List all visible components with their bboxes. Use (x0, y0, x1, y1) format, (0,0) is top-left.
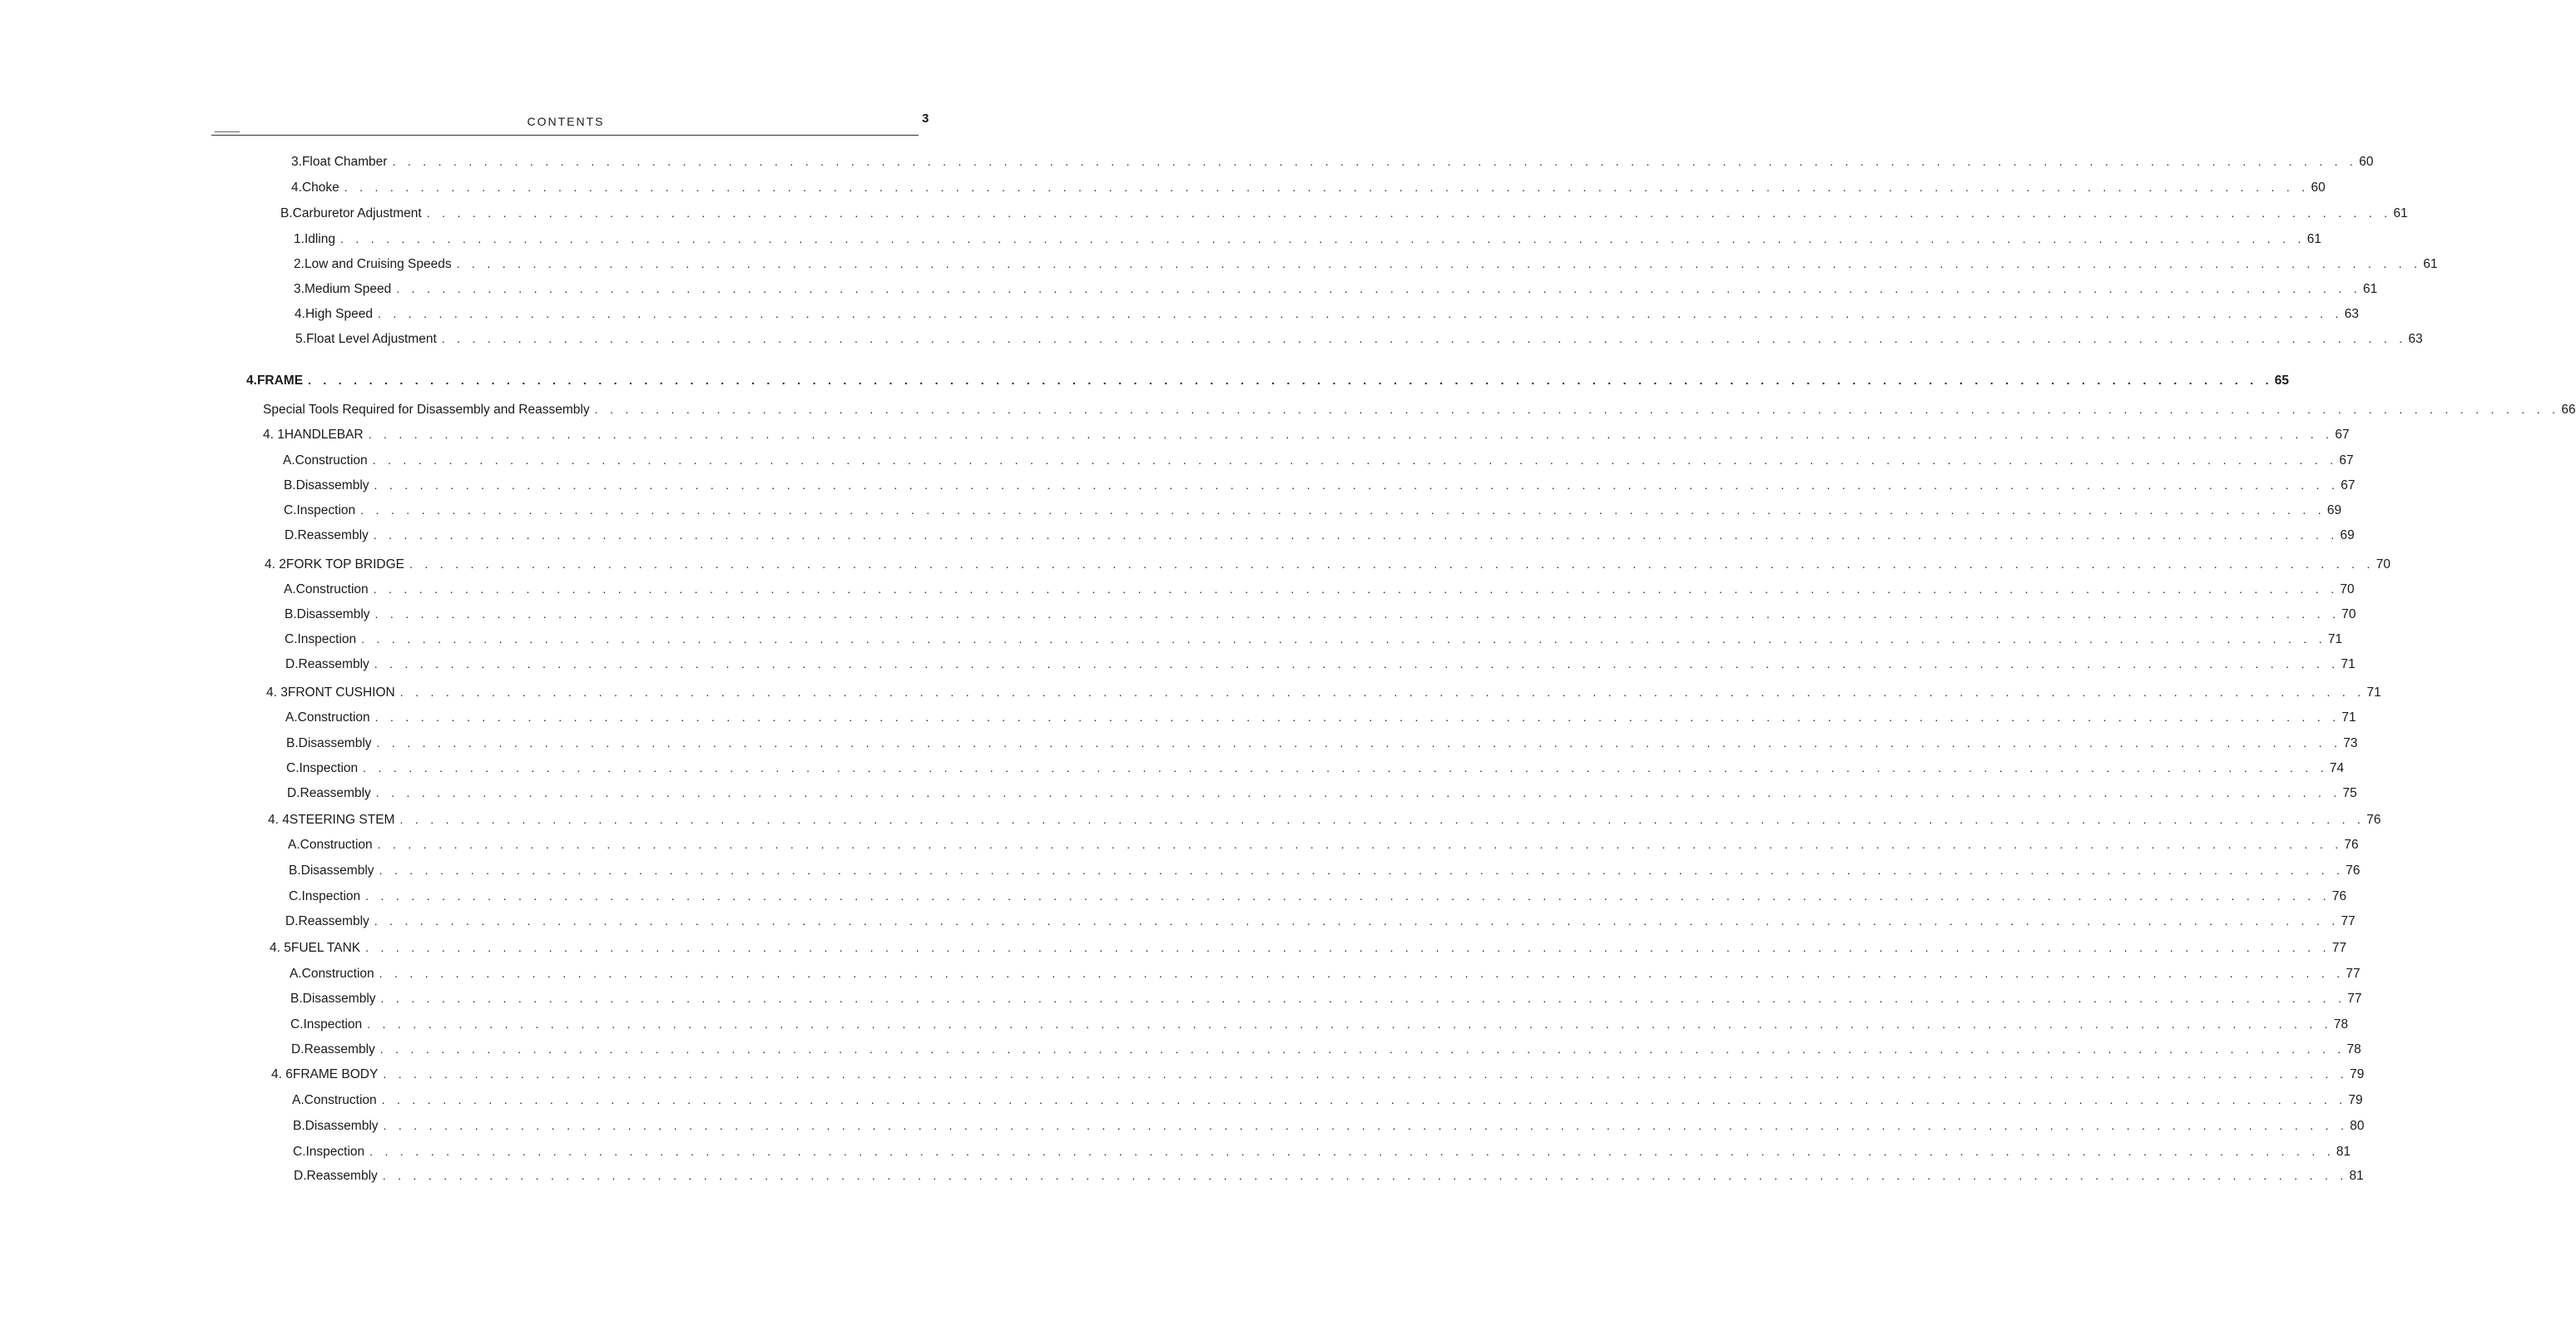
toc-entry-number: A. (284, 582, 296, 596)
toc-entry-title: Disassembly (298, 736, 372, 750)
toc-entry (295, 329, 2423, 348)
toc-entry-page: 70 (2341, 607, 2356, 621)
dot-leader: . . . . . . . . . . . . . . . . . . . . . . . . . . . . . . . . . . . . . . . . . . . . . . . . . . . . . . . . . . . . . . . . . . . . . . . . . . . . . . . . . . . . . . . . . . . . . . . . . . . . . . . . . . . . . . . . . . . . . . . . . . . . . . . . . (374, 710, 2341, 724)
toc-entry-page: 74 (2329, 761, 2345, 775)
toc-entry-page: 65 (2274, 374, 2290, 388)
toc-entry (292, 1091, 2363, 1109)
toc-entry (263, 425, 2350, 443)
page-title: CONTENTS (527, 115, 605, 128)
toc-entry-number: B. (286, 736, 299, 750)
toc-entry-title: Choke (301, 181, 339, 195)
toc-entry-title: Disassembly (296, 607, 370, 621)
toc-entry-title: Idling (304, 232, 335, 246)
toc-entry-page: 61 (2423, 257, 2438, 271)
dot-leader: . . . . . . . . . . . . . . . . . . . . . . . . . . . . . . . . . . . . . . . . . . . . . . . . . . . . . . . . . . . . . . . . . . . . . . . . . . . . . . . . . . . . . . . . . . . . . . . . . . . . . . . . . . . . . . . . . . . . . . . . . . . . . . . . . (368, 428, 2334, 441)
toc-entry (289, 887, 2347, 905)
toc-entry (291, 178, 2326, 196)
dot-leader: . . . . . . . . . . . . . . . . . . . . . . . . . . . . . . . . . . . . . . . . . . . . . . . . . . . . . . . . . . . . . . . . . . . . . . . . . . . . . . . . . . . . . . . . . . . . . . . . . . . . . . . . . . . . . . . . . . . . . . . . . . . . . . . . . (441, 332, 2407, 345)
toc-entry-title: Construction (295, 453, 368, 468)
dot-leader: . . . . . . . . . . . . . . . . . . . . . . . . . . . . . . . . . . . . . . . . . . . . . . . . . . . . . . . . . . . . . . . . . . . . . . . . . . . . . . . . . . . . . . . . . . . . . . . . . . . . . . . . . . . . . . . . . . . . . . . . . . . . . . . . . (382, 1169, 2348, 1182)
toc-entry-number: D. (285, 528, 298, 542)
toc-entry (289, 861, 2361, 879)
toc-entry (285, 912, 2356, 930)
toc-entry-number: C. (293, 1145, 306, 1159)
dot-leader: . . . . . . . . . . . . . . . . . . . . . . . . . . . . . . . . . . . . . . . . . . . . . . . . . . . . . . . . . . . . . . . . . . . . . . . . . . . . . . . . . . . . . . . . . . . . . . . . . . . . . . . . . . . . . . . . . . . . . . . . . . . . . . . . . (365, 941, 2331, 954)
toc-entry-number: 4. (295, 307, 305, 321)
dot-leader: . . . . . . . . . . . . . . . . . . . . . . . . . . . . . . . . . . . . . . . . . . . . . . . . . . . . . . . . . . . . . . . . . . . . . . . . . . . . . . . . . . . . . . . . . . . . . . . . . . . . . . . . . . . . . . . . . . . . . . . . . . . . . . . . . (379, 967, 2345, 980)
header-rule (211, 135, 919, 136)
toc-entry-number: D. (285, 914, 299, 928)
dot-leader: . . . . . . . . . . . . . . . . . . . . . . . . . . . . . . . . . . . . . . . . . . . . . . . . . . . . . . . . . . . . . . . . . . . . . . . . . . . . . . . . . . . . . . . . . . . . . . . . . . . . . . . . . . . . . . . . . . . . . . . . . . . . . . . . . (379, 863, 2345, 877)
toc-entry-page: 61 (2393, 206, 2408, 220)
toc-entry-page: 77 (2346, 967, 2361, 981)
toc-entry (286, 759, 2345, 777)
toc-entry-title: Construction (297, 710, 370, 725)
toc-entry (285, 605, 2356, 623)
toc-entry-page: 80 (2350, 1119, 2365, 1133)
toc-entry-title: STEERING STEM (289, 813, 395, 827)
toc-entry-title: FRONT CUSHION (287, 685, 395, 700)
toc-entry-page: 76 (2346, 863, 2361, 878)
toc-entry (271, 1065, 2365, 1083)
dot-leader: . . . . . . . . . . . . . . . . . . . . . . . . . . . . . . . . . . . . . . . . . . . . . . . . . . . . . . . . . . . . . . . . . . . . . . . . . . . . . . . . . . . . . . . . . . . . . . . . . . . . . . . . . . . . . . . . . . . . . . . . . . . . . . . . . (374, 657, 2340, 670)
toc-entry-title: Reassembly (297, 528, 369, 542)
dot-leader: . . . . . . . . . . . . . . . . . . . . . . . . . . . . . . . . . . . . . . . . . . . . . . . . . . . . . . . . . . . . . . . . . . . . . . . . . . . . . . . . . . . . . . . . . . . . . . . . . . . . . . . . . . . . . . . . . . . . . . . . . . . . . . . . . (426, 206, 2392, 220)
toc-entry-page: 69 (2326, 503, 2342, 517)
toc-entry-title: Medium Speed (304, 282, 392, 296)
toc-entry-number: B. (284, 478, 296, 492)
toc-entry-title: Low and Cruising Speeds (304, 257, 452, 271)
toc-entry-number: C. (289, 889, 302, 903)
dot-leader: . . . . . . . . . . . . . . . . . . . . . . . . . . . . . . . . . . . . . . . . . . . . . . . . . . . . . . . . . . . . . . . . . . . . . . . . . . . . . . . . . . . . . . . . . . . . . . . . . . . . . . . . . . . . . . . . . . . . . . . . . . . . . . . . . (379, 1042, 2346, 1056)
toc-entry (284, 580, 2355, 598)
toc-entry (290, 964, 2361, 982)
toc-entry-title: Inspection (296, 503, 356, 517)
dot-leader: . . . . . . . . . . . . . . . . . . . . . . . . . . . . . . . . . . . . . . . . . . . . . . . . . . . . . . . . . . . . . . . . . . . . . . . . . . . . . . . . . . . . . . . . . . . . . . . . . . . . . . . . . . . . . . . . . . . . . . . . . . . . . . . . . (373, 528, 2339, 542)
toc-entry-title: Inspection (299, 761, 359, 775)
toc-entry-page: 71 (2341, 710, 2356, 725)
toc-entry-page: 75 (2342, 786, 2357, 800)
toc-entry (294, 1166, 2364, 1185)
toc-entry (285, 526, 2355, 544)
toc-entry (293, 1142, 2351, 1160)
toc-entry (290, 989, 2362, 1007)
toc-entry-title: Inspection (301, 889, 361, 903)
dot-leader: . . . . . . . . . . . . . . . . . . . . . . . . . . . . . . . . . . . . . . . . . . . . . . . . . . . . . . . . . . . . . . . . . . . . . . . . . . . . . . . . . . . . . . . . . . . . . . . . . . . . . . . . . . . . . . . . . . . . . . . . . . . . . . . . . (594, 403, 2560, 416)
toc-entry-title: Disassembly (305, 1119, 379, 1133)
toc-entry-title: Disassembly (295, 478, 369, 492)
toc-entry (294, 255, 2438, 273)
toc-entry-title: Inspection (297, 632, 357, 646)
toc-entry (268, 810, 2381, 829)
toc-entry-title: Float Chamber (301, 155, 388, 169)
toc-entry-title: Construction (304, 1093, 377, 1107)
toc-entry-title: Construction (301, 967, 374, 981)
toc-entry-number: 4. 1 (263, 428, 285, 442)
toc-entry (291, 1040, 2361, 1058)
toc-entry-number: 4. (291, 181, 302, 195)
toc-entry-page: 71 (2341, 657, 2356, 671)
dot-leader: . . . . . . . . . . . . . . . . . . . . . . . . . . . . . . . . . . . . . . . . . . . . . . . . . . . . . . . . . . . . . . . . . . . . . . . . . . . . . . . . . . . . . . . . . . . . . . . . . . . . . . . . . . . . . . . . . . . . . . . . . . . . . . . . . (374, 914, 2340, 928)
toc-entry (265, 555, 2390, 573)
dot-leader: . . . . . . . . . . . . . . . . . . . . . . . . . . . . . . . . . . . . . . . . . . . . . . . . . . . . . . . . . . . . . . . . . . . . . . . . . . . . . . . . . . . . . . . . . . . . . . . . . . . . . . . . . . . . . . . . . . . . . . . . . . . . . . . . . (372, 453, 2338, 467)
dot-leader: . . . . . . . . . . . . . . . . . . . . . . . . . . . . . . . . . . . . . . . . . . . . . . . . . . . . . . . . . . . . . . . . . . . . . . . . . . . . . . . . . . . . . . . . . . . . . . . . . . . . . . . . . . . . . . . . . . . . . . . . . . . . . . . . . (369, 1145, 2335, 1158)
dot-leader: . . . . . . . . . . . . . . . . . . . . . . . . . . . . . . . . . . . . . . . . . . . . . . . . . . . . . . . . . . . . . . . . . . . . . . . . . . . . . . . . . . . . . . . . . . . . . . . . . . . . . . . . . . . . . . . . . . . . . . . . . . . . . . . . . (383, 1067, 2349, 1081)
dot-leader: . . . . . . . . . . . . . . . . . . . . . . . . . . . . . . . . . . . . . . . . . . . . . . . . . . . . . . . . . . . . . . . . . . . . . . . . . . . . . . . . . . . . . . . . . . . . . . . . . . . . . . . . . . . . . . . . . . . . . . . . . . . . . . . . . (399, 685, 2365, 699)
toc-entry-page: 71 (2327, 632, 2343, 646)
toc-entry-title: Reassembly (300, 786, 371, 800)
toc-entry-number: C. (286, 761, 300, 775)
toc-entry (280, 204, 2408, 222)
dot-leader: . . . . . . . . . . . . . . . . . . . . . . . . . . . . . . . . . . . . . . . . . . . . . . . . . . . . . . . . . . . . . . . . . . . . . . . . . . . . . . . . . . . . . . . . . . . . . . . . . . . . . . . . . . . . . . . . . . . . . . . . . . . . . . . . . (399, 813, 2365, 826)
toc-entry-page: 67 (2339, 453, 2354, 468)
toc-entry-title: Special Tools Required for Disassembly and Reassembly (263, 403, 590, 417)
dot-leader: . . . . . . . . . . . . . . . . . . . . . . . . . . . . . . . . . . . . . . . . . . . . . . . . . . . . . . . . . . . . . . . . . . . . . . . . . . . . . . . . . . . . . . . . . . . . . . . . . . . . . . . . . . . . . . . . . . . . . . . . . . . . . . . . . (374, 607, 2341, 621)
toc-entry-title: Float Level Adjustment (305, 332, 437, 346)
toc-entry (284, 476, 2356, 494)
toc-entry-title: High Speed (305, 307, 373, 321)
dot-leader: . . . . . . . . . . . . . . . . . . . . . . . . . . . . . . . . . . . . . . . . . . . . . . . . . . . . . . . . . . . . . . . . . . . . . . . . . . . . . . . . . . . . . . . . . . . . . . . . . . . . . . . . . . . . . . . . . . . . . . . . . . . . . . . . . (308, 374, 2273, 387)
toc-entry (291, 152, 2374, 171)
dot-leader: . . . . . . . . . . . . . . . . . . . . . . . . . . . . . . . . . . . . . . . . . . . . . . . . . . . . . . . . . . . . . . . . . . . . . . . . . . . . . . . . . . . . . . . . . . . . . . . . . . . . . . . . . . . . . . . . . . . . . . . . . . . . . . . . . (409, 557, 2375, 571)
toc-entry-page: 71 (2366, 685, 2381, 700)
toc-entry-page: 81 (2336, 1145, 2351, 1159)
toc-entry-page: 61 (2362, 282, 2378, 296)
toc-entry (287, 784, 2357, 802)
toc-entry-number: 5. (295, 332, 306, 346)
toc-entry-title: Inspection (305, 1145, 365, 1159)
page-number: 3 (922, 111, 929, 126)
toc-entry (246, 371, 2290, 389)
toc-entry-number: C. (285, 632, 298, 646)
toc-entry-number: C. (284, 503, 297, 517)
toc-entry (293, 1116, 2365, 1135)
toc-entry-page: 67 (2335, 428, 2350, 442)
toc-entry-number: 1. (294, 232, 305, 246)
toc-entry-page: 78 (2346, 1042, 2361, 1056)
toc-entry-title: FORK TOP BRIDGE (285, 557, 404, 571)
dot-leader: . . . . . . . . . . . . . . . . . . . . . . . . . . . . . . . . . . . . . . . . . . . . . . . . . . . . . . . . . . . . . . . . . . . . . . . . . . . . . . . . . . . . . . . . . . . . . . . . . . . . . . . . . . . . . . . . . . . . . . . . . . . . . . . . . (380, 992, 2346, 1005)
toc-entry (295, 304, 2359, 323)
dot-leader: . . . . . . . . . . . . . . . . . . . . . . . . . . . . . . . . . . . . . . . . . . . . . . . . . . . . . . . . . . . . . . . . . . . . . . . . . . . . . . . . . . . . . . . . . . . . . . . . . . . . . . . . . . . . . . . . . . . . . . . . . . . . . . . . . (360, 503, 2326, 517)
toc-entry-number: D. (294, 1169, 307, 1183)
toc-entry-number: A. (283, 453, 295, 468)
toc-entry-number: 3. (294, 282, 305, 296)
dot-leader: . . . . . . . . . . . . . . . . . . . . . . . . . . . . . . . . . . . . . . . . . . . . . . . . . . . . . . . . . . . . . . . . . . . . . . . . . . . . . . . . . . . . . . . . . . . . . . . . . . . . . . . . . . . . . . . . . . . . . . . . . . . . . . . . . (365, 889, 2331, 903)
dot-leader: . . . . . . . . . . . . . . . . . . . . . . . . . . . . . . . . . . . . . . . . . . . . . . . . . . . . . . . . . . . . . . . . . . . . . . . . . . . . . . . . . . . . . . . . . . . . . . . . . . . . . . . . . . . . . . . . . . . . . . . . . . . . . . . . . (363, 761, 2328, 774)
toc-entry-number: A. (288, 838, 300, 852)
toc-entry (285, 708, 2356, 726)
toc-entry-number: B. (290, 992, 303, 1006)
toc-entry-title: Construction (295, 582, 369, 596)
dot-leader: . . . . . . . . . . . . . . . . . . . . . . . . . . . . . . . . . . . . . . . . . . . . . . . . . . . . . . . . . . . . . . . . . . . . . . . . . . . . . . . . . . . . . . . . . . . . . . . . . . . . . . . . . . . . . . . . . . . . . . . . . . . . . . . . . (456, 257, 2422, 270)
dot-leader: . . . . . . . . . . . . . . . . . . . . . . . . . . . . . . . . . . . . . . . . . . . . . . . . . . . . . . . . . . . . . . . . . . . . . . . . . . . . . . . . . . . . . . . . . . . . . . . . . . . . . . . . . . . . . . . . . . . . . . . . . . . . . . . . . (377, 838, 2343, 851)
toc-entry (263, 400, 2576, 418)
toc-entry-page: 67 (2341, 478, 2356, 492)
toc-entry (266, 683, 2381, 701)
toc-entry (284, 501, 2342, 519)
toc-entry (294, 280, 2378, 298)
toc-entry-number: D. (285, 657, 299, 671)
toc-entry-page: 78 (2333, 1017, 2349, 1032)
toc-entry-page: 81 (2349, 1169, 2364, 1183)
toc-entry-number: D. (287, 786, 300, 800)
toc-entry (286, 734, 2358, 752)
dot-leader: . . . . . . . . . . . . . . . . . . . . . . . . . . . . . . . . . . . . . . . . . . . . . . . . . . . . . . . . . . . . . . . . . . . . . . . . . . . . . . . . . . . . . . . . . . . . . . . . . . . . . . . . . . . . . . . . . . . . . . . . . . . . . . . . . (396, 282, 2361, 295)
toc-entry-page: 77 (2341, 914, 2356, 928)
toc-entry-title: Reassembly (298, 914, 369, 928)
toc-entry-page: 76 (2331, 889, 2347, 903)
toc-entry-page: 76 (2344, 838, 2359, 852)
toc-entry-title: Disassembly (300, 863, 374, 878)
dot-leader: . . . . . . . . . . . . . . . . . . . . . . . . . . . . . . . . . . . . . . . . . . . . . . . . . . . . . . . . . . . . . . . . . . . . . . . . . . . . . . . . . . . . . . . . . . . . . . . . . . . . . . . . . . . . . . . . . . . . . . . . . . . . . . . . . (381, 1093, 2347, 1106)
toc-entry-number: 4. 2 (265, 557, 286, 571)
dot-leader: . . . . . . . . . . . . . . . . . . . . . . . . . . . . . . . . . . . . . . . . . . . . . . . . . . . . . . . . . . . . . . . . . . . . . . . . . . . . . . . . . . . . . . . . . . . . . . . . . . . . . . . . . . . . . . . . . . . . . . . . . . . . . . . . . (377, 307, 2343, 320)
dot-leader: . . . . . . . . . . . . . . . . . . . . . . . . . . . . . . . . . . . . . . . . . . . . . . . . . . . . . . . . . . . . . . . . . . . . . . . . . . . . . . . . . . . . . . . . . . . . . . . . . . . . . . . . . . . . . . . . . . . . . . . . . . . . . . . . . (344, 181, 2310, 194)
toc-entry-number: 4. (246, 374, 257, 388)
dot-leader: . . . . . . . . . . . . . . . . . . . . . . . . . . . . . . . . . . . . . . . . . . . . . . . . . . . . . . . . . . . . . . . . . . . . . . . . . . . . . . . . . . . . . . . . . . . . . . . . . . . . . . . . . . . . . . . . . . . . . . . . . . . . . . . . . (374, 478, 2340, 492)
toc-entry-title: Reassembly (304, 1042, 375, 1056)
dot-leader: . . . . . . . . . . . . . . . . . . . . . . . . . . . . . . . . . . . . . . . . . . . . . . . . . . . . . . . . . . . . . . . . . . . . . . . . . . . . . . . . . . . . . . . . . . . . . . . . . . . . . . . . . . . . . . . . . . . . . . . . . . . . . . . . . (376, 736, 2342, 750)
toc-entry (294, 230, 2321, 248)
toc-entry-page: 63 (2344, 307, 2359, 321)
toc-entry-title: Carburetor Adjustment (292, 206, 422, 220)
toc-entry-number: 4. 4 (268, 813, 290, 827)
toc-entry (285, 655, 2356, 673)
toc-entry-page: 60 (2359, 155, 2374, 169)
toc-entry-page: 69 (2340, 528, 2355, 542)
toc-entry (270, 938, 2347, 957)
toc-entry-page: 70 (2340, 582, 2355, 596)
toc-entry-number: 2. (294, 257, 305, 271)
header-rule-mark (215, 131, 240, 132)
toc-entry-number: B. (280, 206, 293, 220)
toc-entry-title: FUEL TANK (290, 941, 361, 955)
toc-entry-number: 4. 6 (271, 1067, 293, 1081)
dot-leader: . . . . . . . . . . . . . . . . . . . . . . . . . . . . . . . . . . . . . . . . . . . . . . . . . . . . . . . . . . . . . . . . . . . . . . . . . . . . . . . . . . . . . . . . . . . . . . . . . . . . . . . . . . . . . . . . . . . . . . . . . . . . . . . . . (375, 786, 2341, 799)
toc-entry-page: 70 (2375, 557, 2390, 571)
toc-entry-page: 76 (2366, 813, 2381, 827)
toc-entry-number: 3. (291, 155, 302, 169)
toc-entry-number: C. (290, 1017, 304, 1032)
toc-entry-page: 61 (2306, 232, 2321, 246)
toc-entry-number: B. (289, 863, 301, 878)
toc-entry-page: 60 (2311, 181, 2326, 195)
dot-leader: . . . . . . . . . . . . . . . . . . . . . . . . . . . . . . . . . . . . . . . . . . . . . . . . . . . . . . . . . . . . . . . . . . . . . . . . . . . . . . . . . . . . . . . . . . . . . . . . . . . . . . . . . . . . . . . . . . . . . . . . . . . . . . . . . (383, 1119, 2349, 1132)
toc-entry-number: 4. 5 (270, 941, 291, 955)
toc-entry-page: 77 (2331, 941, 2347, 955)
toc-entry (283, 451, 2354, 469)
dot-leader: . . . . . . . . . . . . . . . . . . . . . . . . . . . . . . . . . . . . . . . . . . . . . . . . . . . . . . . . . . . . . . . . . . . . . . . . . . . . . . . . . . . . . . . . . . . . . . . . . . . . . . . . . . . . . . . . . . . . . . . . . . . . . . . . . (340, 232, 2306, 245)
toc-entry-number: A. (285, 710, 298, 725)
toc-entry-page: 73 (2343, 736, 2358, 750)
toc-entry-title: Disassembly (302, 992, 376, 1006)
dot-leader: . . . . . . . . . . . . . . . . . . . . . . . . . . . . . . . . . . . . . . . . . . . . . . . . . . . . . . . . . . . . . . . . . . . . . . . . . . . . . . . . . . . . . . . . . . . . . . . . . . . . . . . . . . . . . . . . . . . . . . . . . . . . . . . . . (373, 582, 2339, 596)
dot-leader: . . . . . . . . . . . . . . . . . . . . . . . . . . . . . . . . . . . . . . . . . . . . . . . . . . . . . . . . . . . . . . . . . . . . . . . . . . . . . . . . . . . . . . . . . . . . . . . . . . . . . . . . . . . . . . . . . . . . . . . . . . . . . . . . . (367, 1017, 2332, 1031)
toc-entry (285, 630, 2343, 648)
toc-entry-title: Construction (300, 838, 373, 852)
toc-entry-title: FRAME (256, 374, 304, 388)
toc-entry-title: Inspection (303, 1017, 363, 1032)
toc-entry-number: A. (292, 1093, 305, 1107)
toc-entry-number: B. (293, 1119, 305, 1133)
toc-entry (290, 1015, 2349, 1033)
toc-entry-number: 4. 3 (266, 685, 288, 700)
toc-entry-number: B. (285, 607, 297, 621)
toc-entry (288, 835, 2359, 854)
toc-entry-page: 63 (2408, 332, 2423, 346)
dot-leader: . . . . . . . . . . . . . . . . . . . . . . . . . . . . . . . . . . . . . . . . . . . . . . . . . . . . . . . . . . . . . . . . . . . . . . . . . . . . . . . . . . . . . . . . . . . . . . . . . . . . . . . . . . . . . . . . . . . . . . . . . . . . . . . . . (361, 632, 2326, 646)
toc-entry-page: 79 (2348, 1093, 2363, 1107)
toc-entry-page: 77 (2347, 992, 2362, 1006)
toc-entry-title: Reassembly (298, 657, 369, 671)
toc-entry-title: FRAME BODY (292, 1067, 379, 1081)
toc-entry-number: D. (291, 1042, 305, 1056)
toc-entry-page: 66 (2561, 403, 2576, 417)
toc-entry-number: A. (290, 967, 302, 981)
toc-entry-title: Reassembly (306, 1169, 378, 1183)
toc-entry-page: 79 (2350, 1067, 2365, 1081)
dot-leader: . . . . . . . . . . . . . . . . . . . . . . . . . . . . . . . . . . . . . . . . . . . . . . . . . . . . . . . . . . . . . . . . . . . . . . . . . . . . . . . . . . . . . . . . . . . . . . . . . . . . . . . . . . . . . . . . . . . . . . . . . . . . . . . . . (392, 155, 2358, 168)
toc-entry-title: HANDLEBAR (284, 428, 364, 442)
